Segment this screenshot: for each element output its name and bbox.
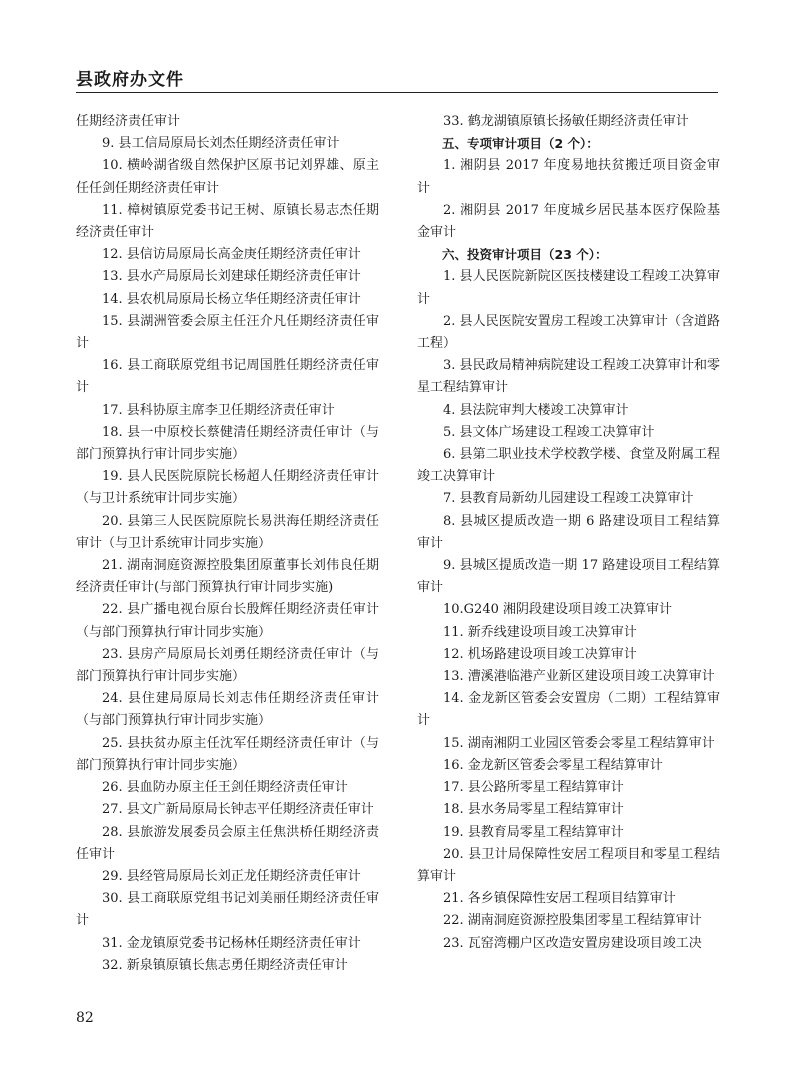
list-item: 13. 漕溪港临港产业新区建设项目竣工决算审计	[443, 669, 715, 685]
list-item: 24. 县住建局原局长刘志伟任期经济责任审计（与部门预算执行审计同步实施）	[76, 691, 379, 729]
list-item: 2. 湘阴县 2017 年度城乡居民基本医疗保险基金审计	[417, 202, 720, 241]
section-heading: 五、专项审计项目（2 个）：	[442, 136, 599, 152]
list-item: 33. 鹤龙湖镇原镇长扬敏任期经济责任审计	[443, 114, 689, 129]
list-item: 29. 县经管局原局长刘正龙任期经济责任审计	[102, 868, 361, 884]
list-item: 15. 县湖洲管委会原主任汪介凡任期经济责任审计	[76, 313, 379, 352]
list-item: 21. 各乡镇保障性安居工程项目结算审计	[443, 891, 676, 907]
list-item: 11. 樟树镇原党委书记王树、原镇长易志杰任期经济责任审计	[76, 202, 379, 241]
list-item: 8. 县城区提质改造一期 6 路建设项目工程结算审计	[417, 513, 720, 551]
list-item: 20. 县卫计局保障性安居工程项目和零星工程结算审计	[417, 846, 720, 884]
list-item: 7. 县教育局新幼儿园建设工程竣工决算审计	[443, 491, 694, 507]
list-item: 21. 湖南洞庭资源控股集团原董事长刘伟良任期经济责任审计(与部门预算执行审计同步实施)	[76, 558, 379, 596]
header-divider	[76, 92, 718, 93]
running-header-title: 县政府办文件	[76, 70, 184, 90]
list-item: 10. 横岭湖省级自然保护区原书记刘界雄、原主任任剑任期经济责任审计	[76, 158, 379, 196]
list-item: 2. 县人民医院安置房工程竣工决算审计（含道路工程）	[417, 313, 720, 352]
list-item: 1. 湘阴县 2017 年度易地扶贫搬迁项目资金审计	[417, 158, 720, 196]
list-item: 1. 县人民医院新院区医技楼建设工程竣工决算审计	[417, 269, 720, 307]
list-item: 3. 县民政局精神病院建设工程竣工决算审计和零星工程结算审计	[417, 358, 720, 396]
list-item: 28. 县旅游发展委员会原主任焦洪桥任期经济责任审计	[76, 824, 379, 862]
list-item: 19. 县教育局零星工程结算审计	[443, 824, 624, 840]
list-item: 31. 金龙镇原党委书记杨林任期经济责任审计	[102, 935, 361, 951]
page-number: 82	[76, 1010, 94, 1026]
list-item: 20. 县第三人民医院原院长易洪海任期经济责任审计（与卫计系统审计同步实施）	[76, 513, 379, 551]
list-item: 6. 县第二职业技术学校教学楼、食堂及附属工程竣工决算审计	[417, 447, 720, 485]
list-item: 25. 县扶贫办原主任沈军任期经济责任审计（与部门预算执行审计同步实施）	[76, 735, 379, 773]
left-text-column	[76, 111, 379, 977]
right-text-column	[417, 111, 720, 955]
list-item: 26. 县血防办原主任王剑任期经济责任审计	[102, 780, 348, 796]
list-item: 14. 县农机局原局长杨立华任期经济责任审计	[102, 291, 361, 307]
section-heading: 六、投资审计项目（23 个）：	[442, 247, 608, 263]
list-item: 23. 县房产局原局长刘勇任期经济责任审计（与部门预算执行审计同步实施）	[76, 646, 379, 685]
list-item: 10.G240 湘阴段建设项目竣工决算审计	[443, 602, 673, 618]
list-item: 23. 瓦窑湾棚户区改造安置房建设项目竣工决	[443, 935, 702, 951]
list-item: 22. 县广播电视台原台长殷辉任期经济责任审计（与部门预算执行审计同步实施）	[76, 602, 379, 640]
list-item: 16. 金龙新区管委会零星工程结算审计	[443, 757, 663, 773]
list-item: 27. 县文广新局原局长钟志平任期经济责任审计	[102, 802, 374, 818]
list-item: 17. 县公路所零星工程结算审计	[443, 780, 624, 796]
list-item: 19. 县人民医院原院长杨超人任期经济责任审计（与卫计系统审计同步实施）	[76, 469, 379, 507]
list-item: 9. 县工信局原局长刘杰任期经济责任审计	[102, 136, 340, 152]
list-item: 17. 县科协原主席李卫任期经济责任审计	[102, 402, 335, 418]
list-item: 9. 县城区提质改造一期 17 路建设项目工程结算审计	[417, 558, 720, 596]
list-item: 30. 县工商联原党组书记刘美丽任期经济责任审计	[76, 891, 379, 929]
list-item: 4. 县法院审判大楼竣工决算审计	[443, 402, 629, 418]
list-item: 12. 县信访局原局长高金庚任期经济责任审计	[102, 247, 361, 263]
list-item: 14. 金龙新区管委会安置房（二期）工程结算审计	[417, 691, 720, 729]
list-item: 18. 县水务局零星工程结算审计	[443, 802, 624, 818]
list-item: 13. 县水产局原局长刘建球任期经济责任审计	[102, 269, 361, 285]
list-item: 16. 县工商联原党组书记周国胜任期经济责任审计	[76, 358, 379, 396]
continued-list-item: 任期经济责任审计	[76, 114, 181, 129]
list-item: 5. 县文体广场建设工程竣工决算审计	[443, 424, 655, 440]
list-item: 32. 新泉镇原镇长焦志勇任期经济责任审计	[102, 957, 348, 973]
list-item: 22. 湖南洞庭资源控股集团零星工程结算审计	[443, 913, 702, 929]
list-item: 12. 机场路建设项目竣工决算审计	[443, 646, 637, 662]
list-item: 18. 县一中原校长蔡健清任期经济责任审计（与部门预算执行审计同步实施）	[76, 424, 379, 463]
list-item: 15. 湖南湘阴工业园区管委会零星工程结算审计	[443, 735, 715, 751]
list-item: 11. 新乔线建设项目竣工决算审计	[443, 624, 637, 640]
